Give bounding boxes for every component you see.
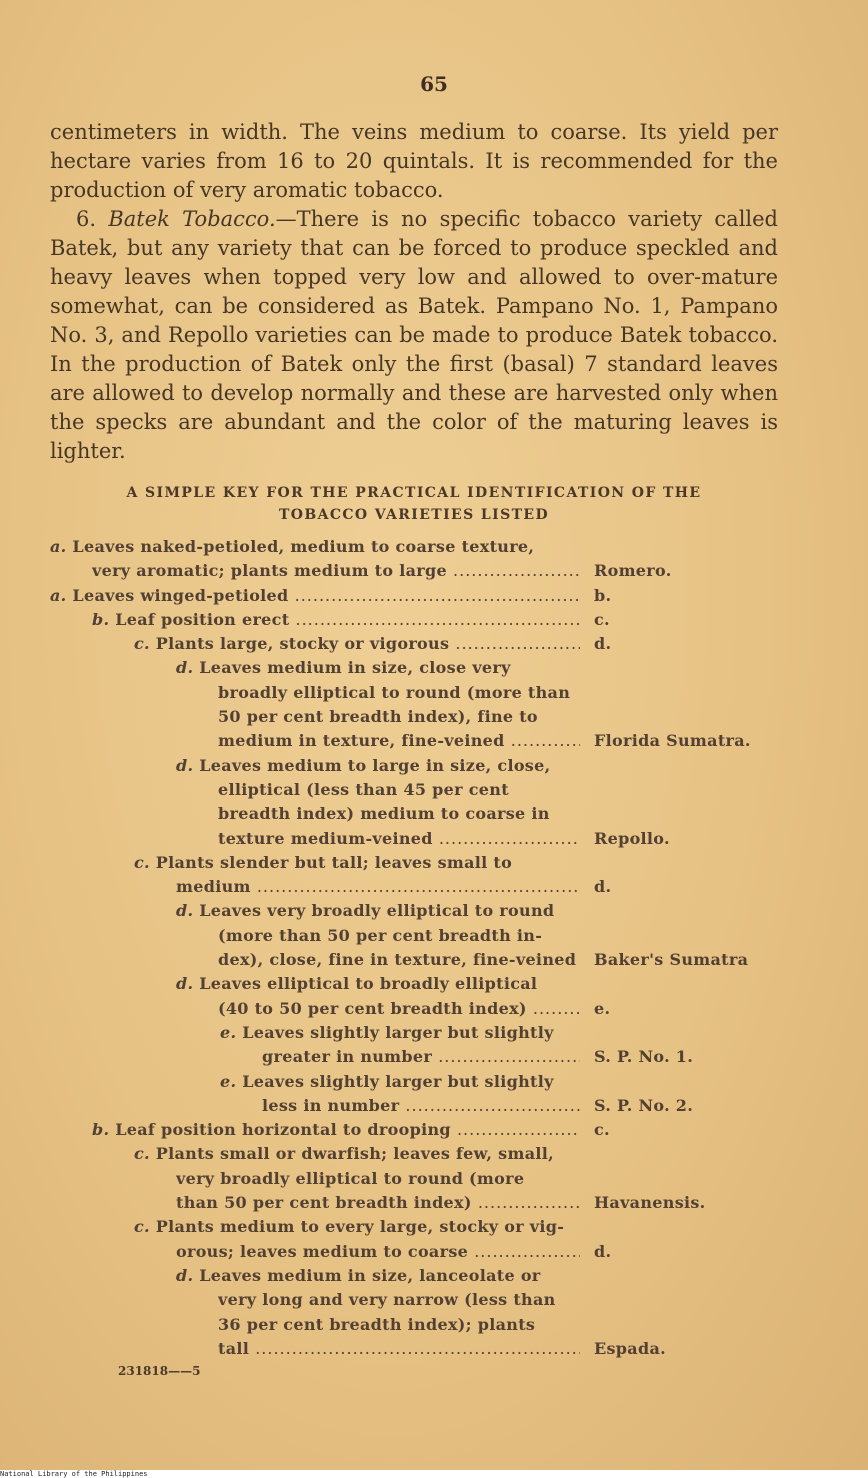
key-entry-result: Espada.: [594, 1338, 666, 1358]
key-entry: [0, 972, 868, 1021]
key-entry-letter: e.: [220, 1022, 243, 1042]
key-entry-line: [176, 875, 580, 899]
key-entry-letter: d.: [176, 658, 200, 678]
paragraph-2: [50, 205, 778, 466]
key-entry-line: [262, 1094, 580, 1118]
paragraph-2-text: —There is no specific tobacco variety called Batek, but any variety that can be forced to produce speckled and heavy leaves when topped very low and allowed to over-mature somewhat, can be considered as Batek. Pampano No. 1, Pampano No. 3, and Repollo varieties can be made to produce Batek tobacco. In the production of Batek only the first (basal) 7 standard leaves are allowed to develop normally and these are harvested only when the specks are abundant and the color of the maturing leaves is lighter.: [50, 207, 778, 463]
key-entry-line: [134, 632, 580, 656]
key-heading-line-2: TOBACCO VARIETIES LISTED: [278, 507, 550, 523]
key-entry: [0, 1021, 868, 1070]
dotted-leader: [576, 950, 580, 969]
key-entry-text: Leaf position horizontal to drooping: [115, 1120, 451, 1140]
key-entry-text: medium in texture, fine-veined: [218, 731, 505, 751]
key-entry-result: d.: [594, 634, 612, 654]
identification-key: [0, 535, 868, 1361]
key-entry-line: [176, 972, 580, 996]
key-entry-text: Plants small or dwarfish; leaves few, small,: [155, 1144, 554, 1164]
key-entry-text: Plants medium to every large, stocky or vig-: [155, 1217, 565, 1237]
key-entry-text: Leaves medium in size, close very: [199, 658, 511, 678]
key-entry-letter: e.: [220, 1071, 243, 1091]
key-entry-result: b.: [594, 585, 612, 605]
paragraph-2-title: Batek Tobacco.: [108, 207, 276, 231]
dotted-leader: [447, 561, 580, 580]
key-entry-letter: d.: [176, 974, 200, 994]
key-entry-line: [218, 948, 580, 972]
dotted-leader: [251, 877, 580, 896]
key-entry-line: [50, 584, 580, 608]
key-entry-letter: d.: [176, 901, 200, 921]
key-entry-result: Romero.: [594, 561, 672, 581]
key-entry-result: c.: [594, 609, 610, 629]
key-entry-line: [176, 656, 580, 680]
key-entry-letter: c.: [134, 634, 156, 654]
key-entry: [0, 1264, 868, 1361]
dotted-leader: [433, 829, 580, 848]
key-entry-text: breadth index) medium to coarse in: [218, 804, 550, 824]
key-heading: [40, 482, 788, 526]
paragraph-2-number: 6.: [76, 207, 97, 231]
key-entry-line: [218, 1288, 580, 1312]
key-entry: [0, 1142, 868, 1215]
key-entry-text: Plants large, stocky or vigorous: [155, 634, 450, 654]
dotted-leader: [249, 1339, 580, 1358]
key-entry-letter: d.: [176, 1265, 200, 1285]
key-entry-result: Florida Sumatra.: [594, 731, 751, 751]
key-entry-result: e.: [594, 998, 611, 1018]
key-entry-line: [176, 1264, 580, 1288]
key-entry-result: d.: [594, 1241, 612, 1261]
dotted-leader: [451, 1120, 580, 1139]
key-entry: [0, 899, 868, 972]
key-entry-line: [92, 559, 580, 583]
key-entry: [0, 535, 868, 584]
key-entry-text: very broadly elliptical to round (more: [176, 1168, 525, 1188]
key-entry-line: [218, 802, 580, 826]
dotted-leader: [289, 610, 580, 629]
key-entry-line: [218, 681, 580, 705]
dotted-leader: [468, 1242, 580, 1261]
key-entry-result: d.: [594, 877, 612, 897]
key-entry-result: S. P. No. 2.: [594, 1095, 694, 1115]
key-entry-text: orous; leaves medium to coarse: [176, 1241, 469, 1261]
key-entry-text: Leaves slightly larger but slightly: [242, 1071, 554, 1091]
key-entry-letter: c.: [134, 852, 156, 872]
dotted-leader: [472, 1193, 580, 1212]
footer-code: 231818——5: [118, 1364, 201, 1378]
key-entry-result: S. P. No. 1.: [594, 1047, 694, 1067]
key-entry-text: than 50 per cent breadth index): [176, 1193, 472, 1213]
key-entry-text: Leaves very broadly elliptical to round: [199, 901, 555, 921]
dotted-leader: [527, 999, 580, 1018]
key-entry-line: [218, 924, 580, 948]
page-number: 65: [420, 72, 448, 96]
key-entry-line: [220, 1021, 580, 1045]
dotted-leader: [505, 731, 580, 750]
source-caption: National Library of the Philippines: [0, 1470, 148, 1478]
key-entry-result: Havanensis.: [594, 1193, 706, 1213]
key-entry: [0, 1070, 868, 1119]
key-entry-text: Leaves naked-petioled, medium to coarse texture,: [72, 537, 535, 556]
key-entry-letter: b.: [92, 1120, 116, 1140]
key-entry-letter: a.: [50, 537, 73, 556]
key-entry-line: [176, 754, 580, 778]
key-entry-letter: c.: [134, 1217, 156, 1237]
key-entry-result: c.: [594, 1120, 610, 1140]
key-entry-line: [50, 535, 580, 559]
key-entry: [0, 851, 868, 900]
key-entry-line: [92, 608, 580, 632]
key-entry-text: elliptical (less than 45 per cent: [218, 779, 509, 799]
key-entry-line: [220, 1070, 580, 1094]
dotted-leader: [432, 1047, 580, 1066]
key-entry-text: (40 to 50 per cent breadth index): [218, 998, 527, 1018]
key-entry-line: [218, 1313, 580, 1337]
key-entry-line: [176, 1191, 580, 1215]
paragraph-1: centimeters in width. The veins medium to coarse. Its yield per hectare varies from 16 to 20 quintals. It is recommended for the production of very aromatic tobacco.: [50, 120, 778, 202]
key-entry-text: (more than 50 per cent breadth in-: [218, 925, 543, 945]
key-entry: [0, 1215, 868, 1264]
key-entry-line: [218, 729, 580, 753]
key-entry-text: texture medium-veined: [218, 828, 433, 848]
key-entry-text: medium: [176, 877, 251, 897]
key-entry-line: [176, 1167, 580, 1191]
key-entry-text: Leaves winged-petioled: [72, 585, 289, 605]
key-entry-letter: d.: [176, 755, 200, 775]
key-entry-text: Leaf position erect: [115, 609, 290, 629]
dotted-leader: [289, 586, 580, 605]
key-entry: [0, 608, 868, 632]
key-entry-line: [262, 1045, 580, 1069]
key-entry-text: Leaves slightly larger but slightly: [242, 1022, 554, 1042]
key-entry-text: less in number: [262, 1095, 400, 1115]
key-entry-letter: b.: [92, 609, 116, 629]
key-entry-line: [176, 1240, 580, 1264]
key-entry-text: greater in number: [262, 1047, 433, 1067]
dotted-leader: [449, 634, 580, 653]
key-entry-text: very long and very narrow (less than: [218, 1290, 556, 1310]
key-entry-line: [218, 1337, 580, 1361]
key-entry-text: Plants slender but tall; leaves small to: [155, 852, 513, 872]
key-entry-letter: a.: [50, 585, 73, 605]
key-entry-line: [134, 851, 580, 875]
key-entry-text: tall: [218, 1338, 250, 1358]
key-entry: [0, 656, 868, 753]
key-entry-text: Leaves medium in size, lanceolate or: [199, 1265, 541, 1285]
key-entry-text: 36 per cent breadth index); plants: [218, 1314, 536, 1334]
key-entry-line: [134, 1142, 580, 1166]
key-entry-line: [218, 827, 580, 851]
key-entry-text: Leaves medium to large in size, close,: [199, 755, 551, 775]
key-entry-line: [176, 899, 580, 923]
key-entry-letter: c.: [134, 1144, 156, 1164]
key-entry: [0, 754, 868, 851]
key-entry-result: Baker's Sumatra: [594, 950, 749, 970]
body-text: [50, 118, 778, 466]
key-entry-text: very aromatic; plants medium to large: [92, 561, 447, 581]
key-heading-line-1: A SIMPLE KEY FOR THE PRACTICAL IDENTIFICATION OF THE: [126, 485, 702, 501]
key-entry-line: [92, 1118, 580, 1142]
key-entry-line: [134, 1215, 580, 1239]
key-entry-text: Leaves elliptical to broadly elliptical: [199, 974, 538, 994]
key-entry-text: dex), close, fine in texture, fine-veined: [218, 950, 577, 970]
key-entry-text: 50 per cent breadth index), fine to: [218, 707, 538, 727]
key-entry-line: [218, 705, 580, 729]
key-entry-line: [218, 778, 580, 802]
key-entry-text: broadly elliptical to round (more than: [218, 682, 571, 702]
key-entry: [0, 584, 868, 608]
key-entry: [0, 1118, 868, 1142]
dotted-leader: [399, 1096, 580, 1115]
key-entry-result: Repollo.: [594, 828, 670, 848]
key-entry-line: [218, 997, 580, 1021]
key-entry: [0, 632, 868, 656]
